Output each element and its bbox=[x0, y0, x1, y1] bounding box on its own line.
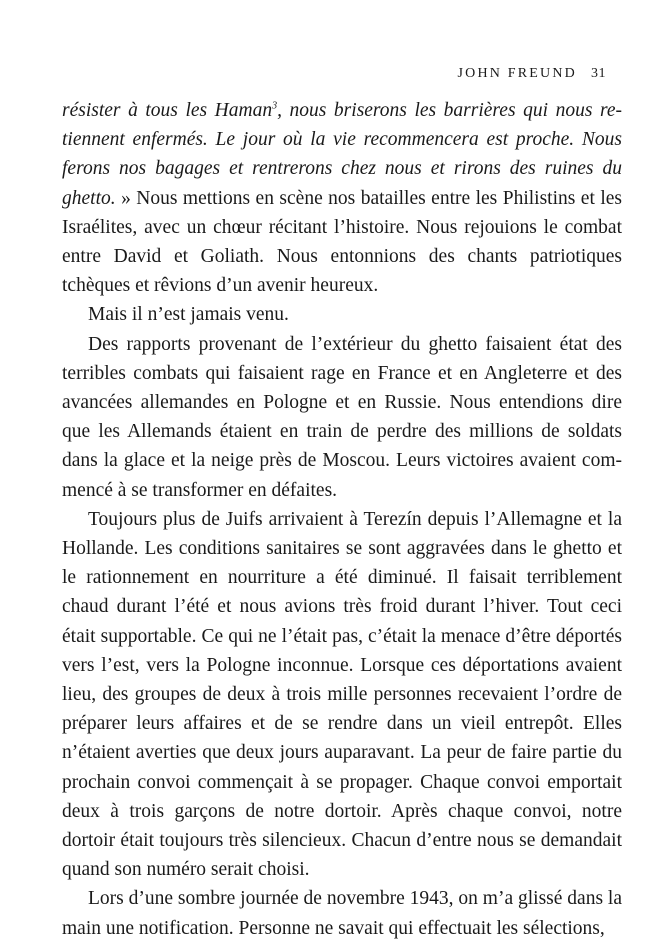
paragraph-5: Lors d’une sombre journée de novembre 1943, on m’a glissé dans la main une notification. Personne ne savait qui effectuait les sélections, bbox=[62, 888, 622, 939]
footnote-ref: 3 bbox=[272, 100, 278, 112]
running-head-author: JOHN FREUND bbox=[457, 66, 577, 81]
paragraph-1 bbox=[62, 96, 622, 300]
paragraph-1-text: » Nous mettions en scène nos batailles entre les Philistins et les Israélites, avec un chœur récitant l’histoire. Nous rejouions le combat entre David et Goliath. Nous entonnions des chants patriotiques tchèques et rêvions d’un avenir heureux. bbox=[62, 187, 622, 297]
running-header bbox=[458, 66, 607, 82]
paragraph-2: Mais il n’est jamais venu. bbox=[88, 304, 289, 326]
italic-quote-end: , nous briserons les barrières qui nous retiennent enfermés. Le jour où la vie recommencera est proche. Nous ferons nos bagages et rentrerons chez nous et rirons des ruines du ghetto. bbox=[62, 100, 622, 209]
paragraph-3: Des rapports provenant de l’extérieur du ghetto faisaient état des terribles combats qui faisaient rage en France et en Angleterre et des avancées allemandes en Pologne et en Russie. Nous entendions dire que les Allemands étaient en train de perdre des millions de soldats dans la glace et la neige près de Moscou. Leurs victoires avaient commencé à se transformer en défaites. bbox=[62, 333, 622, 501]
body-text bbox=[62, 96, 622, 943]
italic-quote-start: résister à tous les Haman bbox=[62, 100, 273, 121]
page-number: 31 bbox=[591, 66, 606, 81]
paragraph-4: Toujours plus de Juifs arrivaient à Terezín depuis l’Allemagne et la Hollande. Les conditions sanitaires se sont aggravées dans le ghetto et le rationnement en nourriture a été diminué. Il faisait terriblement chaud durant l’été et nous avions très froid durant l’hiver. Tout ceci était supportable. Ce qui ne l’était pas, c’était la menace d’être déportés vers l’est, vers la Pologne inconnue. Lorsque ces déportations avaient lieu, des groupes de deux à trois mille personnes recevaient l’ordre de préparer leurs affaires et de se rendre dans un vieil entrepôt. Elles n’étaient averties que deux jours auparavant. La peur de faire partie du prochain convoi commençait à se propager. Chaque convoi emportait deux à trois garçons de notre dortoir. Après chaque convoi, notre dortoir était toujours très silencieux. Chacun d’entre nous se demandait quand son numéro serait choisi. bbox=[62, 508, 622, 881]
